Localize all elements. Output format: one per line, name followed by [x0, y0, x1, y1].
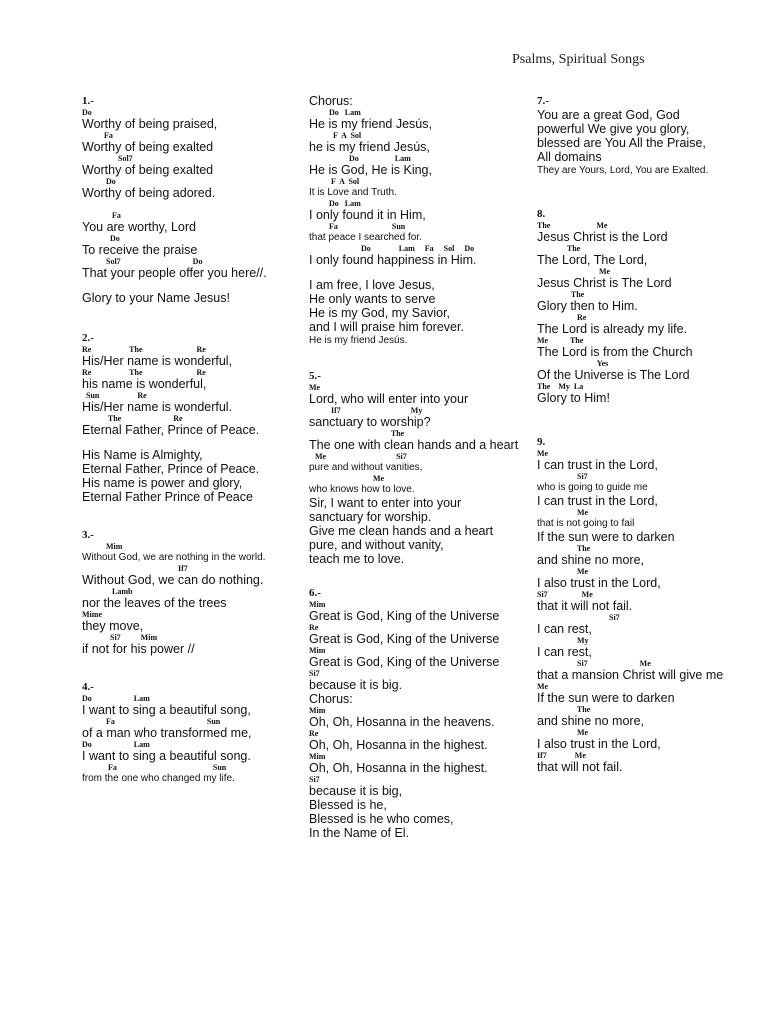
song-block	[82, 94, 292, 305]
chord-line: Mim	[82, 542, 123, 551]
chord-line: Me	[537, 567, 589, 576]
song-block	[82, 680, 292, 785]
lyric-line-small: They are Yours, Lord, You are Exalted.	[537, 165, 709, 176]
lyric-line: Blessed is he who comes,	[309, 812, 454, 826]
song-number: 5.-	[309, 370, 321, 382]
chord-line: Do Lam	[309, 154, 411, 163]
stanza-gap	[82, 200, 292, 211]
song-block	[82, 331, 292, 504]
chord-line: Si7	[309, 775, 320, 784]
chord-line: Si7	[309, 669, 320, 678]
lyric-line: His Name is Almighty,	[82, 448, 203, 462]
song-number: 2.-	[82, 332, 94, 344]
lyric-line: Eternal Father Prince of Peace	[82, 490, 253, 504]
chord-line: Re	[309, 729, 319, 738]
song-block	[309, 586, 524, 840]
lyric-line: pure, and without vanity,	[309, 538, 444, 552]
chord-line: Me	[537, 508, 589, 517]
chord-line: Do	[82, 177, 116, 186]
chord-line: Fa Sun	[82, 717, 221, 726]
chord-line: The	[537, 705, 591, 714]
chord-line: Mim	[309, 600, 326, 609]
lyric-line: sanctuary for worship.	[309, 510, 432, 524]
lyric-line: I can rest,	[537, 645, 592, 659]
lyric-line: His/Her name is wonderful.	[82, 400, 233, 414]
lyric-line: they move,	[82, 619, 144, 633]
chord-line: The My La	[537, 382, 584, 391]
chord-line: Lamb	[82, 587, 133, 596]
lyric-line: because it is big,	[309, 784, 403, 798]
lyric-line: He only wants to serve	[309, 292, 436, 306]
lyric-line: Jesus Christ is The Lord	[537, 276, 672, 290]
section-label: Chorus:	[309, 692, 353, 706]
lyric-line: Jesus Christ is the Lord	[537, 230, 668, 244]
lyric-line: his name is wonderful,	[82, 377, 207, 391]
chord-line: Sol7 Do	[82, 257, 203, 266]
lyric-line: that it will not fail.	[537, 599, 633, 613]
song-number: 1.-	[82, 95, 94, 107]
chord-line: Fa	[82, 211, 121, 220]
chord-line: Mime	[82, 610, 102, 619]
lyric-line: Worthy of being exalted	[82, 140, 214, 154]
chord-line: Me The	[537, 336, 584, 345]
chord-line: Me	[537, 267, 611, 276]
lyric-line: He is my friend Jesús,	[309, 117, 432, 131]
lyric-line: Worthy of being exalted	[82, 163, 214, 177]
chord-line: Re The Re	[82, 368, 206, 377]
chord-line: Re	[309, 623, 319, 632]
column-middle	[309, 94, 524, 858]
chord-line: Do Lam	[309, 108, 361, 117]
chord-line: Do Lam	[82, 740, 150, 749]
lyric-line: Oh, Oh, Hosanna in the heavens.	[309, 715, 495, 729]
song-block	[537, 435, 752, 774]
lyric-line: Great is God, King of the Universe	[309, 609, 500, 623]
chord-line: The	[309, 429, 405, 438]
lyric-line: Without God, we can do nothing.	[82, 573, 264, 587]
lyric-line: The Lord, The Lord,	[537, 253, 648, 267]
chord-line: Do Lam	[82, 694, 150, 703]
lyric-line: To receive the praise	[82, 243, 198, 257]
lyric-line: Oh, Oh, Hosanna in the highest.	[309, 761, 488, 775]
chord-line: Do	[82, 108, 92, 117]
chord-line: Fa	[82, 131, 113, 140]
chord-line: Me	[537, 449, 549, 458]
song-block	[537, 207, 752, 405]
lyric-line: That your people offer you here//.	[82, 266, 267, 280]
lyric-line: that will not fail.	[537, 760, 623, 774]
song-number: 6.-	[309, 587, 321, 599]
song-block	[537, 94, 752, 177]
lyric-line: Glory to Him!	[537, 391, 610, 405]
lyric-line: If the sun were to darken	[537, 691, 675, 705]
lyric-line: Worthy of being praised,	[82, 117, 218, 131]
chord-line: Do	[82, 234, 120, 243]
lyric-line: I only found happiness in Him.	[309, 253, 477, 267]
lyric-line: Oh, Oh, Hosanna in the highest.	[309, 738, 488, 752]
lyric-line: Glory then to Him.	[537, 299, 638, 313]
lyric-line: I also trust in the Lord,	[537, 737, 661, 751]
lyric-line: The Lord is already my life.	[537, 322, 688, 336]
lyric-line-small: pure and without vanities,	[309, 462, 423, 473]
lyric-line-small: Without God, we are nothing in the world.	[82, 552, 266, 563]
lyric-line: Lord, who will enter into your	[309, 392, 469, 406]
lyric-line: I want to sing a beautiful song.	[82, 749, 251, 763]
chord-line: Me	[537, 728, 589, 737]
song-block	[82, 528, 292, 656]
lyric-line-small: It is Love and Truth.	[309, 187, 397, 198]
chord-line: Sol7	[82, 154, 133, 163]
song-number: 8.	[537, 208, 546, 220]
lyric-line: I can trust in the Lord,	[537, 494, 658, 508]
chord-line: Me	[309, 474, 385, 483]
lyric-line-small: that is not going to fail	[537, 518, 635, 529]
chord-line: Sun Re	[82, 391, 147, 400]
lyric-line: Glory to your Name Jesus!	[82, 291, 230, 305]
lyric-line: I can trust in the Lord,	[537, 458, 658, 472]
chord-line: Me Si7	[309, 452, 407, 461]
chord-line: F A Sol	[309, 131, 362, 140]
lyric-line-small: He is my friend Jesús.	[309, 335, 408, 346]
lyric-line: He is my God, my Savior,	[309, 306, 451, 320]
lyric-line: The one with clean hands and a heart	[309, 438, 519, 452]
stanza-gap	[309, 267, 524, 278]
song-block	[309, 94, 524, 347]
lyric-line: nor the leaves of the trees	[82, 596, 227, 610]
lyric-line: I only found it in Him,	[309, 208, 426, 222]
lyric-line: Sir, I want to enter into your	[309, 496, 462, 510]
lyric-line: I also trust in the Lord,	[537, 576, 661, 590]
lyric-line: His/Her name is wonderful,	[82, 354, 233, 368]
chord-line: The	[537, 544, 591, 553]
lyric-line-small: who knows how to love.	[309, 484, 415, 495]
lyric-line-small: from the one who changed my life.	[82, 773, 235, 784]
song-number: 4.-	[82, 681, 94, 693]
chord-line: The Re	[82, 414, 183, 423]
lyric-line: that a mansion Christ will give me	[537, 668, 724, 682]
chord-line: Fa Sun	[309, 222, 406, 231]
stanza-gap	[82, 437, 292, 448]
chord-line: The	[537, 244, 581, 253]
chord-line: Yes	[537, 359, 609, 368]
lyric-line: I want to sing a beautiful song,	[82, 703, 251, 717]
lyric-line-small: that peace I searched for.	[309, 232, 422, 243]
chord-line: Me	[537, 682, 549, 691]
lyric-line: of a man who transformed me,	[82, 726, 252, 740]
lyric-line: Great is God, King of the Universe	[309, 655, 500, 669]
chord-line: The	[537, 290, 585, 299]
lyric-line: Give me clean hands and a heart	[309, 524, 494, 538]
lyric-line: blessed are You All the Praise,	[537, 136, 706, 150]
lyric-line: All domains	[537, 150, 602, 164]
column-left	[82, 94, 292, 803]
song-number: 3.-	[82, 529, 94, 541]
chord-line: Do Lam Fa Sol Do	[309, 244, 475, 253]
chord-line: Si7	[537, 613, 620, 622]
song-number: 9.	[537, 436, 546, 448]
lyric-line: Eternal Father, Prince of Peace.	[82, 423, 260, 437]
lyric-line: and shine no more,	[537, 553, 645, 567]
chord-line: Si7	[537, 472, 588, 481]
lyric-line: His name is power and glory,	[82, 476, 243, 490]
lyric-line: I am free, I love Jesus,	[309, 278, 435, 292]
song-block	[309, 369, 524, 566]
lyric-line: Blessed is he,	[309, 798, 387, 812]
section-label: Chorus:	[309, 94, 353, 108]
page-header: Psalms, Spiritual Songs	[512, 52, 645, 67]
song-number: 7.-	[537, 95, 549, 107]
lyric-line: You are a great God, God	[537, 108, 680, 122]
lyric-line: The Lord is from the Church	[537, 345, 693, 359]
column-right	[537, 94, 752, 792]
lyric-line: because it is big.	[309, 678, 403, 692]
lyric-line: In the Name of El.	[309, 826, 410, 840]
lyric-line: You are worthy, Lord	[82, 220, 196, 234]
chord-line: Me	[309, 383, 321, 392]
lyric-line: Great is God, King of the Universe	[309, 632, 500, 646]
lyric-line: and shine no more,	[537, 714, 645, 728]
chord-line: The Me	[537, 221, 608, 230]
lyric-line: teach me to love.	[309, 552, 405, 566]
chord-line: F A Sol	[309, 177, 360, 186]
lyric-line: he is my friend Jesús,	[309, 140, 430, 154]
chord-line: My	[537, 636, 589, 645]
lyric-line: if not for his power //	[82, 642, 195, 656]
chord-line: Si7 Me	[537, 659, 651, 668]
lyric-line: I can rest,	[537, 622, 592, 636]
chord-line: Fa Sun	[82, 763, 227, 772]
chord-line: Do Lam	[309, 199, 361, 208]
chord-line: If7	[82, 564, 188, 573]
chord-line: Mim	[309, 752, 326, 761]
chord-line: If7 My	[309, 406, 423, 415]
chord-line: Si7 Mim	[82, 633, 158, 642]
lyric-line: If the sun were to darken	[537, 530, 675, 544]
lyric-line: He is God, He is King,	[309, 163, 432, 177]
chord-line: Mim	[309, 646, 326, 655]
chord-line: Re	[537, 313, 587, 322]
lyric-line: Of the Universe is The Lord	[537, 368, 690, 382]
lyric-line: Eternal Father, Prince of Peace.	[82, 462, 260, 476]
lyric-line-small: who is going to guide me	[537, 482, 648, 493]
chord-line: Mim	[309, 706, 326, 715]
chord-line: Re The Re	[82, 345, 206, 354]
chord-line: Si7 Me	[537, 590, 593, 599]
lyric-line: powerful We give you glory,	[537, 122, 690, 136]
lyric-line: and I will praise him forever.	[309, 320, 464, 334]
stanza-gap	[82, 280, 292, 291]
lyric-line: sanctuary to worship?	[309, 415, 431, 429]
chord-line: If7 Me	[537, 751, 586, 760]
lyric-line: Worthy of being adored.	[82, 186, 216, 200]
